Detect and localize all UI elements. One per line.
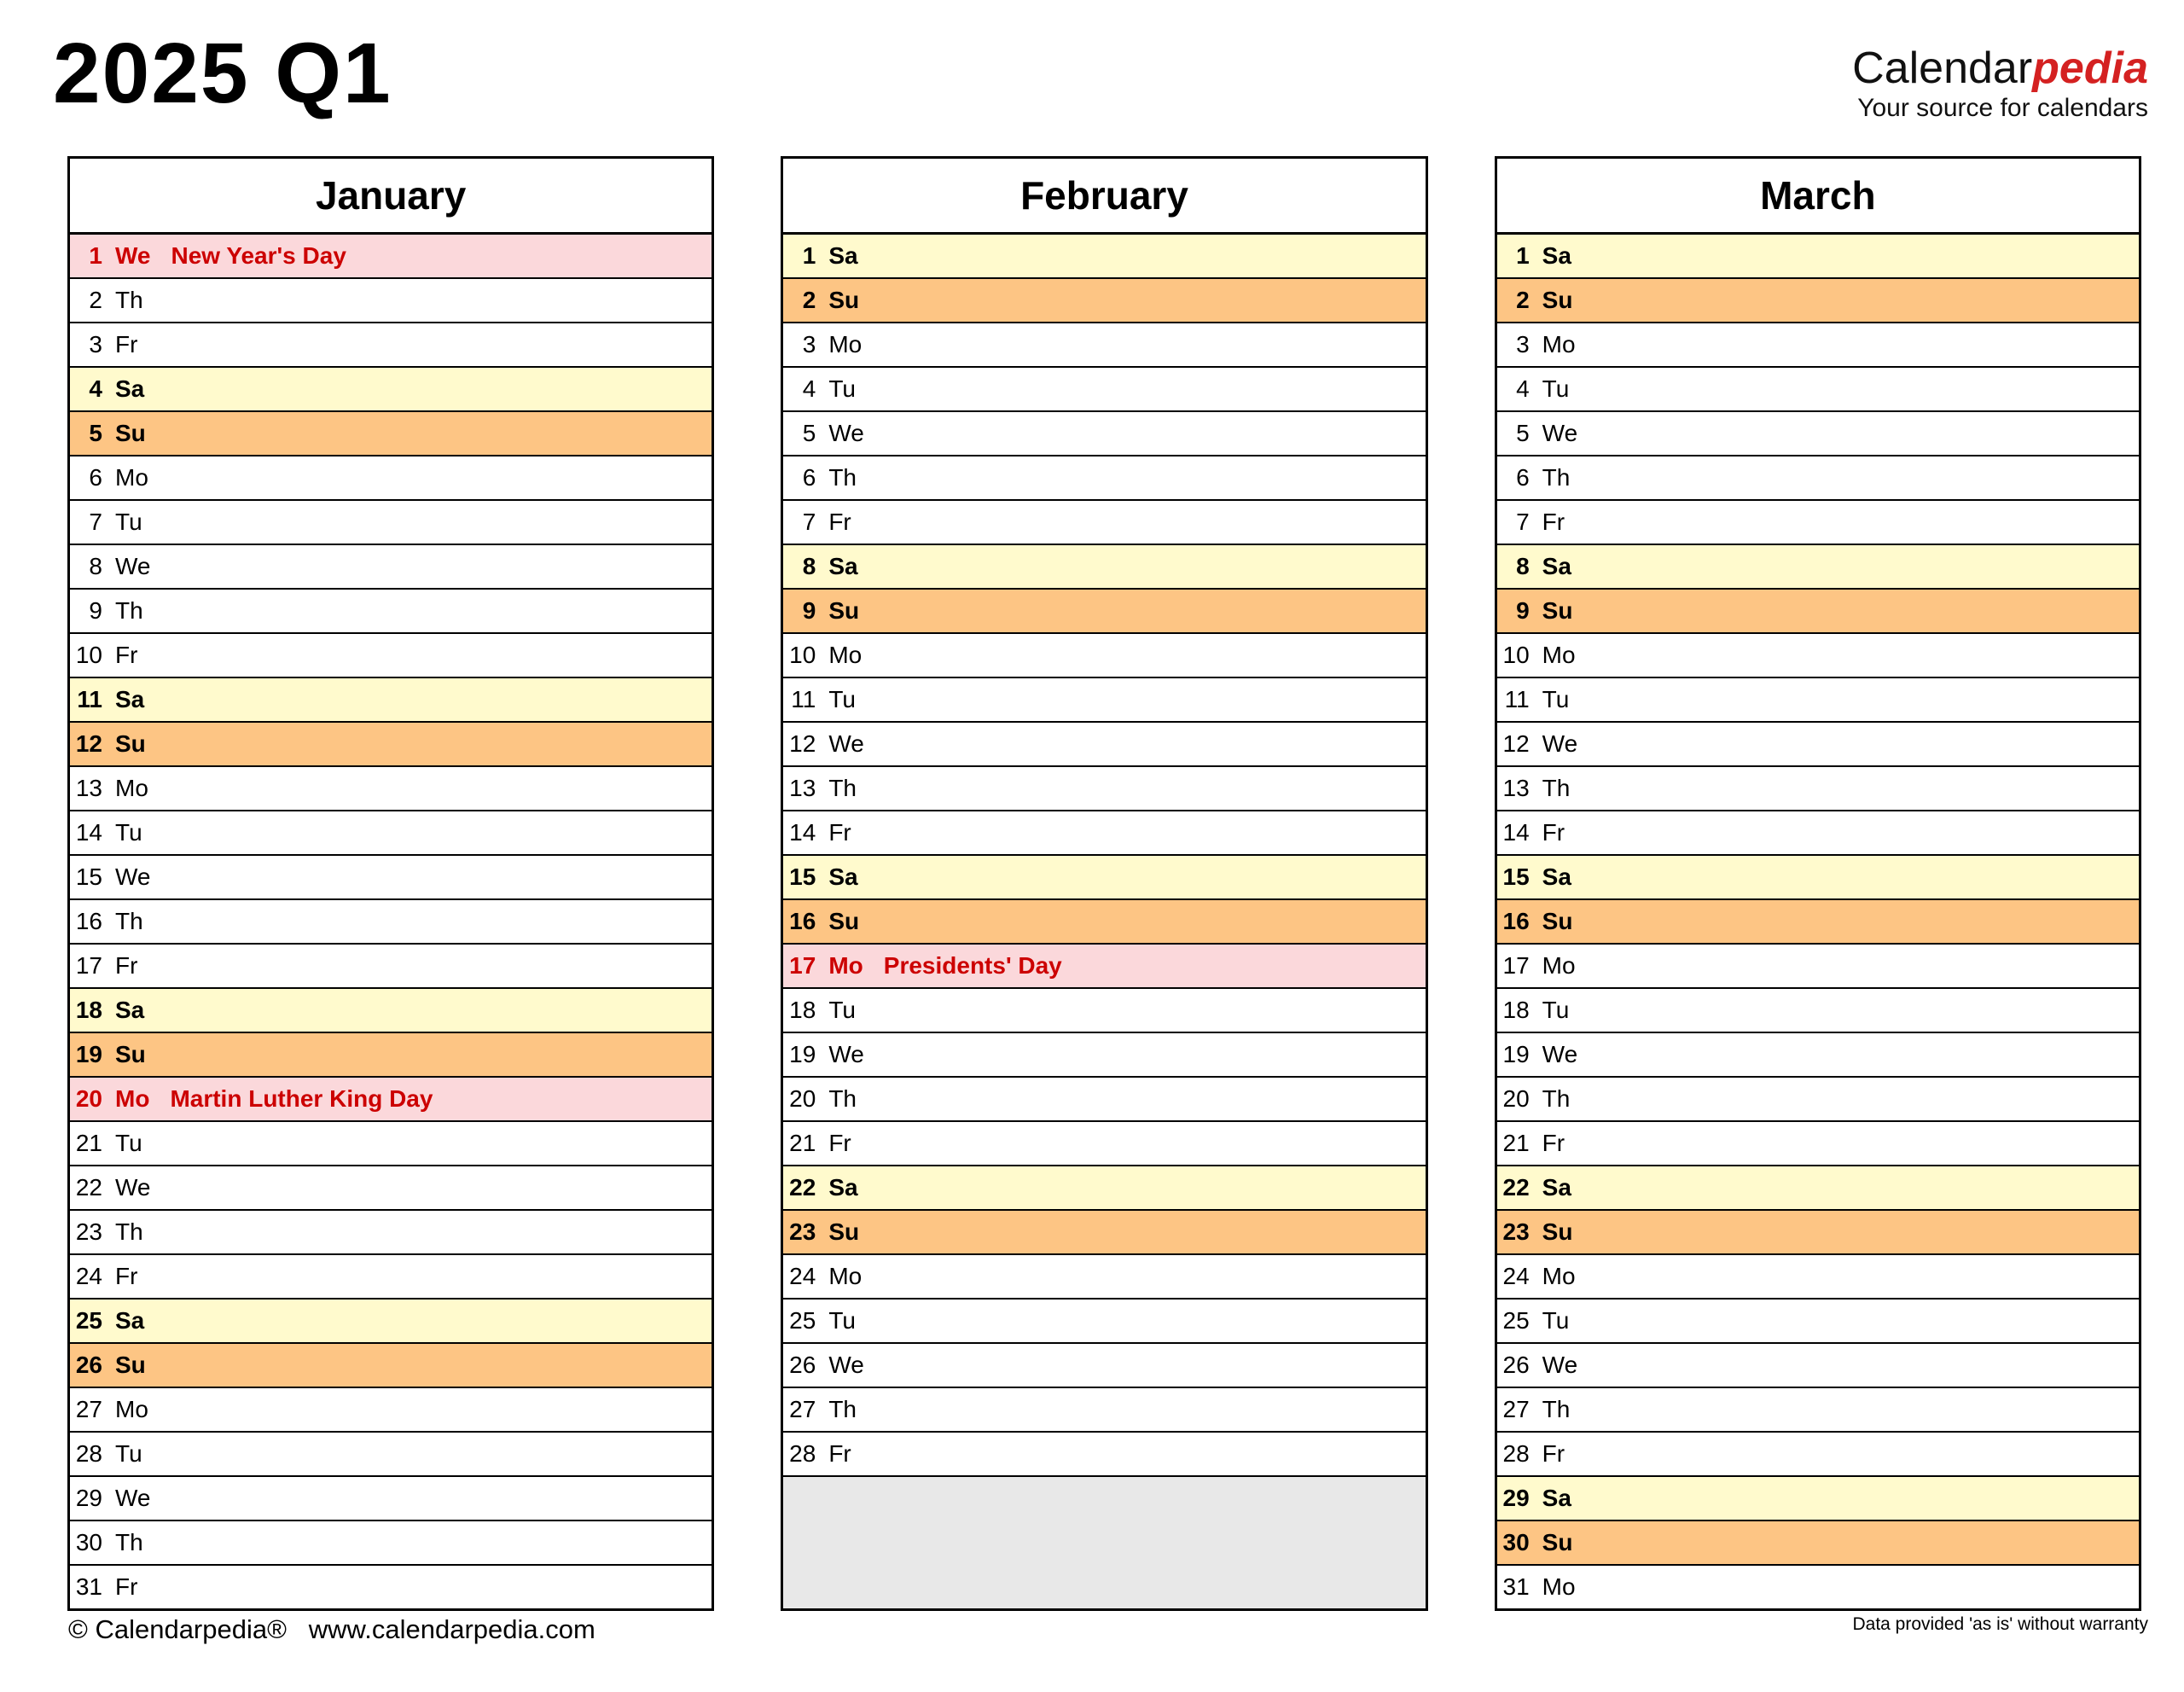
day-row-february-14 xyxy=(783,811,1425,856)
day-row-january-24 xyxy=(70,1255,712,1300)
day-row-january-6 xyxy=(70,456,712,501)
weekday-label: We xyxy=(115,1174,151,1201)
day-row-february-23 xyxy=(783,1211,1425,1255)
day-number: 7 xyxy=(802,509,816,535)
weekday-label: Fr xyxy=(115,952,138,979)
day-number: 24 xyxy=(75,1263,102,1289)
weekday-label: We xyxy=(115,1485,151,1511)
weekday-label: Sa xyxy=(828,1174,858,1201)
weekday-label: Su xyxy=(1542,908,1573,934)
logo-text-black: Calendar xyxy=(1852,44,2033,93)
day-number: 19 xyxy=(789,1041,816,1067)
day-row-january-8 xyxy=(70,545,712,590)
day-number: 31 xyxy=(75,1573,102,1600)
day-number: 29 xyxy=(1502,1485,1530,1511)
day-number: 29 xyxy=(75,1485,102,1511)
weekday-label: Mo xyxy=(115,1085,150,1112)
weekday-label: Mo xyxy=(828,952,863,979)
day-number: 14 xyxy=(75,819,102,846)
empty-filler xyxy=(783,1477,1425,1608)
day-number: 6 xyxy=(1516,464,1530,491)
weekday-label: We xyxy=(1542,730,1578,757)
day-number: 13 xyxy=(789,775,816,801)
day-row-march-31 xyxy=(1497,1566,2139,1608)
weekday-label: We xyxy=(1542,420,1578,446)
day-row-february-1 xyxy=(783,235,1425,279)
day-row-january-21 xyxy=(70,1122,712,1166)
day-number: 22 xyxy=(1502,1174,1530,1201)
weekday-label: Th xyxy=(1542,1396,1571,1422)
day-number: 22 xyxy=(789,1174,816,1201)
weekday-label: Fr xyxy=(115,1263,138,1289)
day-row-march-13 xyxy=(1497,767,2139,811)
day-row-february-28 xyxy=(783,1433,1425,1477)
day-number: 25 xyxy=(75,1307,102,1334)
day-row-march-12 xyxy=(1497,723,2139,767)
day-row-february-22 xyxy=(783,1166,1425,1211)
day-row-march-9 xyxy=(1497,590,2139,634)
day-row-february-4 xyxy=(783,368,1425,412)
day-number: 16 xyxy=(789,908,816,934)
weekday-label: Sa xyxy=(115,375,145,402)
day-number: 25 xyxy=(1502,1307,1530,1334)
day-row-january-7 xyxy=(70,501,712,545)
weekday-label: Th xyxy=(115,908,143,934)
day-row-march-15 xyxy=(1497,856,2139,900)
weekday-label: Mo xyxy=(828,331,863,358)
weekday-label: Mo xyxy=(828,1263,863,1289)
weekday-label: Mo xyxy=(828,642,863,668)
day-number: 8 xyxy=(89,553,102,579)
day-row-february-19 xyxy=(783,1033,1425,1078)
weekday-label: Th xyxy=(828,1396,857,1422)
day-row-february-25 xyxy=(783,1300,1425,1344)
day-number: 4 xyxy=(1516,375,1530,402)
weekday-label: Sa xyxy=(115,1307,145,1334)
weekday-label: Su xyxy=(115,420,146,446)
weekday-label: Su xyxy=(828,1218,860,1245)
weekday-label: Su xyxy=(115,730,146,757)
day-number: 27 xyxy=(1502,1396,1530,1422)
day-number: 7 xyxy=(1516,509,1530,535)
day-number: 28 xyxy=(1502,1440,1530,1467)
weekday-label: Th xyxy=(1542,775,1571,801)
day-row-february-26 xyxy=(783,1344,1425,1388)
holiday-label: Presidents' Day xyxy=(883,952,1062,979)
weekday-label: Su xyxy=(1542,1529,1573,1555)
day-row-february-27 xyxy=(783,1388,1425,1433)
day-number: 3 xyxy=(1516,331,1530,358)
day-number: 19 xyxy=(75,1041,102,1067)
day-number: 6 xyxy=(802,464,816,491)
day-number: 23 xyxy=(75,1218,102,1245)
day-number: 21 xyxy=(75,1130,102,1156)
weekday-label: Tu xyxy=(828,375,856,402)
day-number: 21 xyxy=(789,1130,816,1156)
calendarpedia-logo xyxy=(1852,46,2148,121)
day-number: 22 xyxy=(75,1174,102,1201)
day-row-january-12 xyxy=(70,723,712,767)
day-number: 23 xyxy=(789,1218,816,1245)
day-number: 12 xyxy=(75,730,102,757)
weekday-label: We xyxy=(115,553,151,579)
day-number: 18 xyxy=(75,997,102,1023)
day-number: 12 xyxy=(1502,730,1530,757)
weekday-label: Mo xyxy=(1542,331,1576,358)
weekday-label: We xyxy=(828,1352,864,1378)
weekday-label: Sa xyxy=(828,863,858,890)
weekday-label: Sa xyxy=(1542,553,1571,579)
weekday-label: Su xyxy=(1542,1218,1573,1245)
day-number: 28 xyxy=(789,1440,816,1467)
day-number: 15 xyxy=(75,863,102,890)
day-row-march-26 xyxy=(1497,1344,2139,1388)
day-number: 13 xyxy=(1502,775,1530,801)
weekday-label: Sa xyxy=(1542,1485,1571,1511)
month-rows-january xyxy=(70,235,712,1608)
weekday-label: Th xyxy=(828,464,857,491)
day-number: 8 xyxy=(1516,553,1530,579)
weekday-label: Tu xyxy=(115,509,142,535)
weekday-label: Sa xyxy=(1542,863,1571,890)
day-number: 2 xyxy=(89,287,102,313)
weekday-label: Tu xyxy=(1542,375,1570,402)
day-number: 9 xyxy=(1516,597,1530,624)
weekday-label: Tu xyxy=(1542,686,1570,712)
day-number: 15 xyxy=(1502,863,1530,890)
weekday-label: Su xyxy=(1542,287,1573,313)
day-row-february-20 xyxy=(783,1078,1425,1122)
weekday-label: Sa xyxy=(828,242,858,269)
weekday-label: We xyxy=(828,1041,864,1067)
day-number: 24 xyxy=(789,1263,816,1289)
day-number: 11 xyxy=(77,686,102,712)
day-number: 14 xyxy=(789,819,816,846)
day-number: 17 xyxy=(1502,952,1530,979)
weekday-label: Fr xyxy=(1542,1440,1565,1467)
day-number: 2 xyxy=(1516,287,1530,313)
day-number: 3 xyxy=(89,331,102,358)
day-row-march-1 xyxy=(1497,235,2139,279)
day-number: 6 xyxy=(89,464,102,491)
day-row-january-2 xyxy=(70,279,712,323)
weekday-label: Sa xyxy=(1542,1174,1571,1201)
weekday-label: Su xyxy=(115,1352,146,1378)
weekday-label: Th xyxy=(115,597,143,624)
day-row-january-22 xyxy=(70,1166,712,1211)
day-number: 26 xyxy=(789,1352,816,1378)
day-row-january-20 xyxy=(70,1078,712,1122)
day-row-february-21 xyxy=(783,1122,1425,1166)
day-row-march-29 xyxy=(1497,1477,2139,1521)
day-row-march-22 xyxy=(1497,1166,2139,1211)
month-rows-march xyxy=(1497,235,2139,1608)
day-number: 11 xyxy=(791,686,816,712)
day-number: 7 xyxy=(89,509,102,535)
weekday-label: We xyxy=(828,730,864,757)
day-number: 23 xyxy=(1502,1218,1530,1245)
weekday-label: Fr xyxy=(828,1130,851,1156)
day-row-february-2 xyxy=(783,279,1425,323)
day-number: 18 xyxy=(1502,997,1530,1023)
day-row-january-23 xyxy=(70,1211,712,1255)
day-row-january-28 xyxy=(70,1433,712,1477)
day-row-march-4 xyxy=(1497,368,2139,412)
weekday-label: Tu xyxy=(1542,1307,1570,1334)
weekday-label: Mo xyxy=(1542,642,1576,668)
weekday-label: Fr xyxy=(828,509,851,535)
day-number: 18 xyxy=(789,997,816,1023)
day-row-march-24 xyxy=(1497,1255,2139,1300)
weekday-label: Th xyxy=(828,775,857,801)
day-row-january-17 xyxy=(70,945,712,989)
weekday-label: Fr xyxy=(115,1573,138,1600)
day-row-january-5 xyxy=(70,412,712,456)
weekday-label: We xyxy=(115,242,151,269)
day-number: 5 xyxy=(89,420,102,446)
day-number: 4 xyxy=(89,375,102,402)
weekday-label: Fr xyxy=(1542,1130,1565,1156)
day-row-march-30 xyxy=(1497,1521,2139,1566)
month-title-february: February xyxy=(783,159,1425,235)
day-row-january-15 xyxy=(70,856,712,900)
weekday-label: Th xyxy=(115,1529,143,1555)
day-row-february-15 xyxy=(783,856,1425,900)
day-row-february-16 xyxy=(783,900,1425,945)
weekday-label: We xyxy=(828,420,864,446)
day-row-february-8 xyxy=(783,545,1425,590)
day-row-february-18 xyxy=(783,989,1425,1033)
day-row-march-25 xyxy=(1497,1300,2139,1344)
day-number: 1 xyxy=(802,242,816,269)
copyright-text: © Calendarpedia® www.calendarpedia.com xyxy=(68,1614,595,1644)
day-number: 31 xyxy=(1502,1573,1530,1600)
weekday-label: Tu xyxy=(115,1130,142,1156)
day-number: 20 xyxy=(75,1085,102,1112)
weekday-label: Th xyxy=(828,1085,857,1112)
day-row-march-11 xyxy=(1497,678,2139,723)
day-row-march-7 xyxy=(1497,501,2139,545)
day-row-march-8 xyxy=(1497,545,2139,590)
day-row-march-2 xyxy=(1497,279,2139,323)
day-number: 1 xyxy=(1516,242,1530,269)
day-row-march-28 xyxy=(1497,1433,2139,1477)
day-row-march-3 xyxy=(1497,323,2139,368)
day-number: 26 xyxy=(1502,1352,1530,1378)
weekday-label: Fr xyxy=(115,642,138,668)
day-row-january-4 xyxy=(70,368,712,412)
weekday-label: Mo xyxy=(1542,1573,1576,1600)
day-number: 1 xyxy=(89,242,102,269)
day-number: 25 xyxy=(789,1307,816,1334)
day-row-january-29 xyxy=(70,1477,712,1521)
day-number: 5 xyxy=(802,420,816,446)
quarter-calendar xyxy=(67,156,2141,1611)
month-column-march xyxy=(1495,156,2141,1611)
day-number: 16 xyxy=(75,908,102,934)
day-number: 30 xyxy=(75,1529,102,1555)
day-row-february-3 xyxy=(783,323,1425,368)
weekday-label: Fr xyxy=(1542,509,1565,535)
day-number: 4 xyxy=(802,375,816,402)
month-rows-february xyxy=(783,235,1425,1608)
weekday-label: Th xyxy=(115,287,143,313)
weekday-label: Tu xyxy=(115,1440,142,1467)
day-row-february-24 xyxy=(783,1255,1425,1300)
day-row-january-10 xyxy=(70,634,712,678)
day-row-march-20 xyxy=(1497,1078,2139,1122)
day-row-january-13 xyxy=(70,767,712,811)
weekday-label: Mo xyxy=(115,775,148,801)
weekday-label: Tu xyxy=(1542,997,1570,1023)
day-row-february-10 xyxy=(783,634,1425,678)
logo-text-red: pedia xyxy=(2032,44,2148,93)
weekday-label: Su xyxy=(828,287,860,313)
day-number: 16 xyxy=(1502,908,1530,934)
weekday-label: Sa xyxy=(1542,242,1571,269)
day-row-january-19 xyxy=(70,1033,712,1078)
weekday-label: We xyxy=(115,863,151,890)
day-row-january-3 xyxy=(70,323,712,368)
day-number: 2 xyxy=(802,287,816,313)
logo-tagline: Your source for calendars xyxy=(1857,94,2148,122)
weekday-label: Mo xyxy=(115,464,148,491)
day-number: 26 xyxy=(75,1352,102,1378)
logo-wordmark xyxy=(1852,44,2148,93)
day-row-january-11 xyxy=(70,678,712,723)
weekday-label: Fr xyxy=(115,331,138,358)
day-row-march-21 xyxy=(1497,1122,2139,1166)
month-title-march: March xyxy=(1497,159,2139,235)
day-row-march-10 xyxy=(1497,634,2139,678)
weekday-label: Sa xyxy=(115,997,145,1023)
day-row-january-27 xyxy=(70,1388,712,1433)
day-row-march-14 xyxy=(1497,811,2139,856)
weekday-label: We xyxy=(1542,1352,1578,1378)
day-row-february-7 xyxy=(783,501,1425,545)
day-number: 27 xyxy=(75,1396,102,1422)
day-number: 19 xyxy=(1502,1041,1530,1067)
day-number: 15 xyxy=(789,863,816,890)
page-title: 2025 Q1 xyxy=(53,26,392,121)
weekday-label: Fr xyxy=(828,1440,851,1467)
day-number: 24 xyxy=(1502,1263,1530,1289)
day-row-march-5 xyxy=(1497,412,2139,456)
weekday-label: Sa xyxy=(828,553,858,579)
day-number: 13 xyxy=(75,775,102,801)
day-row-march-6 xyxy=(1497,456,2139,501)
day-number: 30 xyxy=(1502,1529,1530,1555)
day-number: 9 xyxy=(89,597,102,624)
day-number: 5 xyxy=(1516,420,1530,446)
day-row-march-16 xyxy=(1497,900,2139,945)
day-row-february-12 xyxy=(783,723,1425,767)
day-row-february-11 xyxy=(783,678,1425,723)
day-row-february-9 xyxy=(783,590,1425,634)
day-row-january-1 xyxy=(70,235,712,279)
day-row-january-14 xyxy=(70,811,712,856)
weekday-label: Tu xyxy=(828,1307,856,1334)
disclaimer-text: Data provided 'as is' without warranty xyxy=(1852,1614,2148,1634)
day-number: 14 xyxy=(1502,819,1530,846)
day-number: 11 xyxy=(1504,686,1530,712)
weekday-label: Th xyxy=(115,1218,143,1245)
day-row-january-25 xyxy=(70,1300,712,1344)
day-number: 17 xyxy=(75,952,102,979)
day-number: 20 xyxy=(1502,1085,1530,1112)
weekday-label: We xyxy=(1542,1041,1578,1067)
day-number: 12 xyxy=(789,730,816,757)
weekday-label: Th xyxy=(1542,1085,1571,1112)
day-number: 27 xyxy=(789,1396,816,1422)
day-row-january-31 xyxy=(70,1566,712,1608)
day-number: 21 xyxy=(1502,1130,1530,1156)
day-number: 9 xyxy=(802,597,816,624)
weekday-label: Mo xyxy=(115,1396,148,1422)
day-row-january-16 xyxy=(70,900,712,945)
day-number: 17 xyxy=(789,952,816,979)
weekday-label: Th xyxy=(1542,464,1571,491)
weekday-label: Tu xyxy=(115,819,142,846)
weekday-label: Su xyxy=(828,908,860,934)
day-row-march-27 xyxy=(1497,1388,2139,1433)
day-number: 10 xyxy=(1502,642,1530,668)
day-row-february-6 xyxy=(783,456,1425,501)
weekday-label: Su xyxy=(828,597,860,624)
month-column-january xyxy=(67,156,714,1611)
day-row-february-5 xyxy=(783,412,1425,456)
day-number: 8 xyxy=(802,553,816,579)
weekday-label: Tu xyxy=(828,997,856,1023)
month-title-january: January xyxy=(70,159,712,235)
day-number: 10 xyxy=(75,642,102,668)
holiday-label: New Year's Day xyxy=(171,242,346,269)
day-row-march-19 xyxy=(1497,1033,2139,1078)
day-row-january-18 xyxy=(70,989,712,1033)
day-number: 20 xyxy=(789,1085,816,1112)
weekday-label: Mo xyxy=(1542,1263,1576,1289)
day-row-march-17 xyxy=(1497,945,2139,989)
day-row-january-30 xyxy=(70,1521,712,1566)
weekday-label: Mo xyxy=(1542,952,1576,979)
month-column-february xyxy=(781,156,1427,1611)
day-row-january-9 xyxy=(70,590,712,634)
weekday-label: Su xyxy=(115,1041,146,1067)
weekday-label: Sa xyxy=(115,686,145,712)
day-row-february-13 xyxy=(783,767,1425,811)
day-number: 3 xyxy=(802,331,816,358)
holiday-label: Martin Luther King Day xyxy=(170,1085,433,1112)
day-row-march-18 xyxy=(1497,989,2139,1033)
weekday-label: Tu xyxy=(828,686,856,712)
weekday-label: Fr xyxy=(828,819,851,846)
weekday-label: Su xyxy=(1542,597,1573,624)
day-number: 10 xyxy=(789,642,816,668)
day-row-february-17 xyxy=(783,945,1425,989)
day-number: 28 xyxy=(75,1440,102,1467)
day-row-march-23 xyxy=(1497,1211,2139,1255)
weekday-label: Fr xyxy=(1542,819,1565,846)
day-row-january-26 xyxy=(70,1344,712,1388)
